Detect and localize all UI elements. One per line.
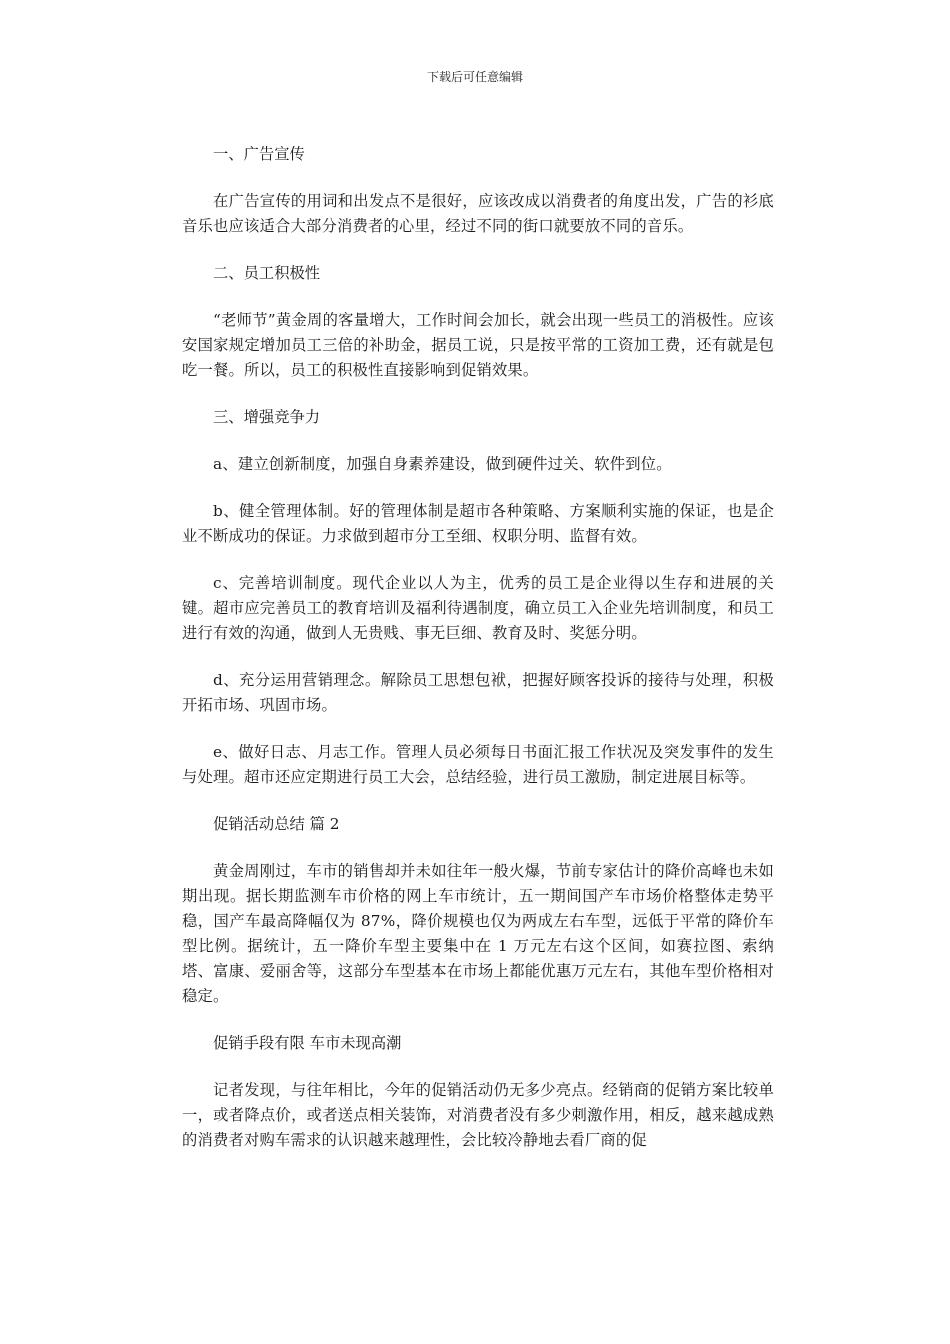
paragraph-staff-motivation: “老师节”黄金周的客量增大，工作时间会加长，就会出现一些员工的消极性。应该安国家规定增加员工三倍的补助金，据员工说，只是按平常的工资加工费，还有就是包吃一餐。所以，员工的积极性直接影响到促销效果。 (182, 311, 774, 379)
paragraph-item-e: e、做好日志、月志工作。管理人员必须每日书面汇报工作状况及突发事件的发生与处理。超市还应定期进行员工大会，总结经验，进行员工激励，制定进展目标等。 (182, 743, 774, 786)
paragraph-golden-week: 黄金周刚过，车市的销售却并未如往年一般火爆，节前专家估计的降价高峰也未如期出现。据长期监测车市价格的网上车市统计，五一期间国产车市场价格整体走势平稳，国产车最高降幅仅为 87%，降价规模也仅为两成左右车型，远低于平常的降价车型比例。据统计，五一降价车型主要集中在 1 万元左右这个区间，如赛拉图、索纳塔、富康、爱丽舍等，这部分车型基本在市场上都能优惠万元左右，其他车型价格相对稳定。 (182, 862, 774, 1005)
document-body (182, 142, 774, 1175)
paragraph-reporter-findings: 记者发现，与往年相比，今年的促销活动仍无多少亮点。经销商的促销方案比较单一，或者降点价，或者送点相关装饰，对消费者没有多少刺激作用，相反，越来越成熟的消费者对购车需求的认识越来越理性，会比较冷静地去看厂商的促 (182, 1081, 774, 1149)
section-heading-limited-promotion: 促销手段有限 车市未现高潮 (213, 1034, 402, 1052)
section-heading-competitiveness: 三、增强竞争力 (213, 408, 321, 426)
section-heading-summary-2: 促销活动总结 篇 2 (213, 815, 340, 833)
section-heading-staff-motivation: 二、员工积极性 (213, 264, 321, 282)
section-heading-advertising: 一、广告宣传 (213, 145, 305, 163)
paragraph-item-c: c、完善培训制度。现代企业以人为主，优秀的员工是企业得以生存和进展的关键。超市应完善员工的教育培训及福利待遇制度，确立员工入企业先培训制度，和员工进行有效的沟通，做到人无贵贱、事无巨细、教育及时、奖惩分明。 (182, 574, 774, 642)
paragraph-advertising: 在广告宣传的用词和出发点不是很好，应该改成以消费者的角度出发，广告的衫底音乐也应该适合大部分消费者的心里，经过不同的街口就要放不同的音乐。 (182, 192, 774, 235)
paragraph-item-d: d、充分运用营销理念。解除员工思想包袱，把握好顾客投诉的接待与处理，积极开拓市场、巩固市场。 (182, 671, 774, 714)
page-header: 下载后可任意编辑 (426, 70, 523, 84)
paragraph-item-a: a、建立创新制度，加强自身素养建设，做到硬件过关、软件到位。 (213, 455, 672, 473)
paragraph-item-b: b、健全管理体制。好的管理体制是超市各种策略、方案顺利实施的保证，也是企业不断成功的保证。力求做到超市分工至细、权职分明、监督有效。 (182, 502, 774, 545)
